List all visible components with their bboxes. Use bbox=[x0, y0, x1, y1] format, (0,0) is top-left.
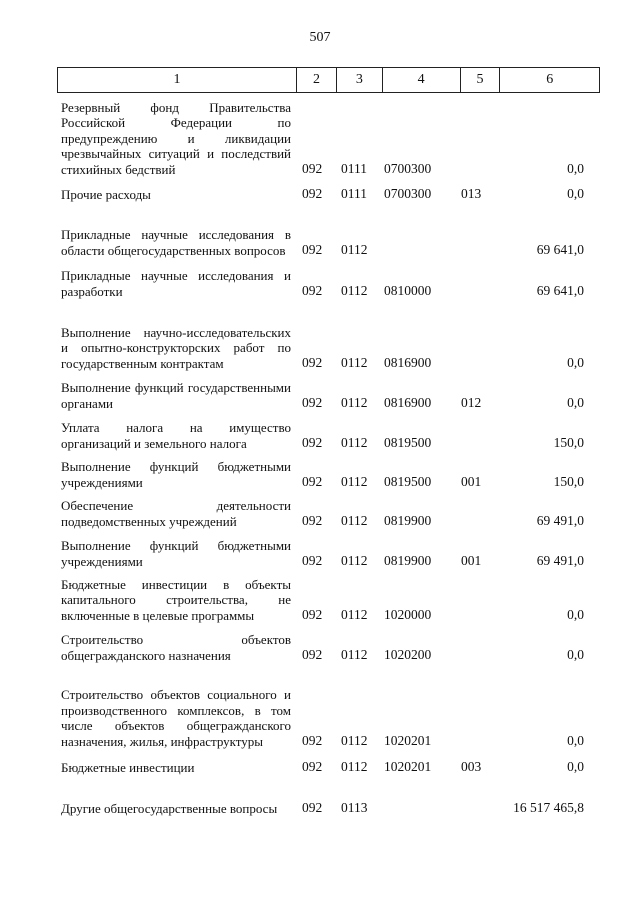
cell-ministry: 092 bbox=[302, 647, 323, 662]
cell-target: 0700300 bbox=[384, 161, 432, 176]
header-cell-6: 6 bbox=[546, 72, 554, 87]
cell-section: 0112 bbox=[341, 395, 368, 410]
table-row bbox=[57, 496, 600, 529]
table-row bbox=[57, 266, 600, 299]
row-description: Резервный фонд Правительства Российской Федерации по предупреждению и ликвидации чрезвычайных ситуаций и последствий стихийных бедствий bbox=[61, 99, 291, 177]
cell-ministry: 092 bbox=[302, 607, 323, 622]
cell-ministry: 092 bbox=[302, 759, 323, 774]
row-description: Прикладные научные исследования и разработки bbox=[61, 268, 291, 299]
cell-section: 0112 bbox=[341, 553, 368, 568]
cell-amount: 0,0 bbox=[567, 186, 584, 201]
cell-amount: 69 491,0 bbox=[536, 513, 584, 528]
cell-ministry: 092 bbox=[302, 474, 323, 489]
cell-ministry: 092 bbox=[302, 242, 323, 257]
table-row bbox=[57, 418, 600, 451]
cell-amount: 0,0 bbox=[567, 161, 584, 176]
cell-amount: 69 641,0 bbox=[536, 283, 584, 298]
cell-ministry: 092 bbox=[302, 733, 323, 748]
cell-amount: 0,0 bbox=[567, 647, 584, 662]
cell-ministry: 092 bbox=[302, 513, 323, 528]
cell-section: 0112 bbox=[341, 435, 368, 450]
cell-ministry: 092 bbox=[302, 355, 323, 370]
cell-ministry: 092 bbox=[302, 161, 323, 176]
cell-ministry: 092 bbox=[302, 800, 323, 815]
header-cell-3: 3 bbox=[337, 68, 383, 92]
cell-section: 0112 bbox=[341, 733, 368, 748]
row-description: Выполнение научно-исследовательских и опытно-конструкторских работ по государственным контрактам bbox=[61, 324, 291, 371]
cell-target: 0819900 bbox=[384, 513, 432, 528]
row-description: Бюджетные инвестиции bbox=[61, 759, 195, 775]
cell-amount: 69 641,0 bbox=[536, 242, 584, 257]
cell-section: 0112 bbox=[341, 759, 368, 774]
row-description: Выполнение функций государственными органами bbox=[61, 380, 291, 411]
row-description: Строительство объектов общегражданского назначения bbox=[61, 632, 291, 663]
cell-amount: 69 491,0 bbox=[536, 553, 584, 568]
cell-target: 1020200 bbox=[384, 647, 432, 662]
cell-target: 0810000 bbox=[384, 283, 432, 298]
cell-ministry: 092 bbox=[302, 186, 323, 201]
cell-target: 1020000 bbox=[384, 607, 432, 622]
cell-amount: 0,0 bbox=[567, 395, 584, 410]
cell-amount: 150,0 bbox=[553, 474, 584, 489]
cell-section: 0112 bbox=[341, 647, 368, 662]
table-row bbox=[57, 630, 600, 663]
cell-section: 0112 bbox=[341, 513, 368, 528]
header-cell-2: 2 bbox=[297, 68, 337, 92]
table-row bbox=[57, 536, 600, 569]
table-row bbox=[57, 210, 600, 258]
cell-expense-type: 003 bbox=[461, 759, 482, 774]
cell-section: 0112 bbox=[341, 607, 368, 622]
cell-amount: 0,0 bbox=[567, 355, 584, 370]
cell-amount: 150,0 bbox=[553, 435, 584, 450]
header-cell-1: 1 bbox=[58, 68, 297, 92]
cell-amount: 0,0 bbox=[567, 759, 584, 774]
cell-target: 0819900 bbox=[384, 553, 432, 568]
table-row bbox=[57, 185, 600, 202]
table-row bbox=[57, 575, 600, 623]
cell-amount: 0,0 bbox=[567, 733, 584, 748]
cell-expense-type: 012 bbox=[461, 395, 482, 410]
cell-ministry: 092 bbox=[302, 283, 323, 298]
row-description: Строительство объектов социального и производственного комплексов, в том числе объектов общегражданского назначения, жилья, инфраструктуры bbox=[61, 687, 291, 749]
cell-ministry: 092 bbox=[302, 435, 323, 450]
cell-target: 0816900 bbox=[384, 355, 432, 370]
row-description: Обеспечение деятельности подведомственных учреждений bbox=[61, 498, 291, 529]
cell-target: 0816900 bbox=[384, 395, 432, 410]
table-header bbox=[57, 67, 600, 93]
cell-expense-type: 001 bbox=[461, 474, 482, 489]
row-description: Выполнение функций бюджетными учреждениями bbox=[61, 459, 291, 490]
row-description: Прочие расходы bbox=[61, 186, 151, 202]
cell-ministry: 092 bbox=[302, 395, 323, 410]
cell-expense-type: 013 bbox=[461, 186, 482, 201]
cell-section: 0112 bbox=[341, 355, 368, 370]
row-description: Уплата налога на имущество организаций и земельного налога bbox=[61, 420, 291, 451]
cell-section: 0111 bbox=[341, 186, 367, 201]
table-row bbox=[57, 378, 600, 411]
table-row bbox=[57, 783, 600, 816]
cell-expense-type: 001 bbox=[461, 553, 482, 568]
table-row bbox=[57, 670, 600, 749]
cell-section: 0113 bbox=[341, 800, 368, 815]
cell-section: 0112 bbox=[341, 283, 368, 298]
header-cell-4: 4 bbox=[383, 68, 461, 92]
cell-amount: 0,0 bbox=[567, 607, 584, 622]
table-row bbox=[57, 98, 600, 177]
table-row bbox=[57, 457, 600, 490]
cell-section: 0111 bbox=[341, 161, 367, 176]
cell-amount: 16 517 465,8 bbox=[513, 800, 584, 815]
table-row bbox=[57, 308, 600, 371]
row-description: Прикладные научные исследования в области общегосударственных вопросов bbox=[61, 227, 291, 258]
table-row bbox=[57, 758, 600, 775]
cell-ministry: 092 bbox=[302, 553, 323, 568]
cell-target: 0819500 bbox=[384, 474, 432, 489]
cell-target: 0819500 bbox=[384, 435, 432, 450]
cell-target: 1020201 bbox=[384, 759, 432, 774]
header-cell-5: 5 bbox=[461, 68, 501, 92]
page-number: 507 bbox=[309, 30, 331, 45]
row-description: Выполнение функций бюджетными учреждениями bbox=[61, 538, 291, 569]
cell-target: 0700300 bbox=[384, 186, 432, 201]
cell-target: 1020201 bbox=[384, 733, 432, 748]
cell-section: 0112 bbox=[341, 474, 368, 489]
row-description: Бюджетные инвестиции в объекты капитального строительства, не включенные в целевые программы bbox=[61, 576, 291, 623]
cell-section: 0112 bbox=[341, 242, 368, 257]
row-description: Другие общегосударственные вопросы bbox=[61, 800, 278, 816]
